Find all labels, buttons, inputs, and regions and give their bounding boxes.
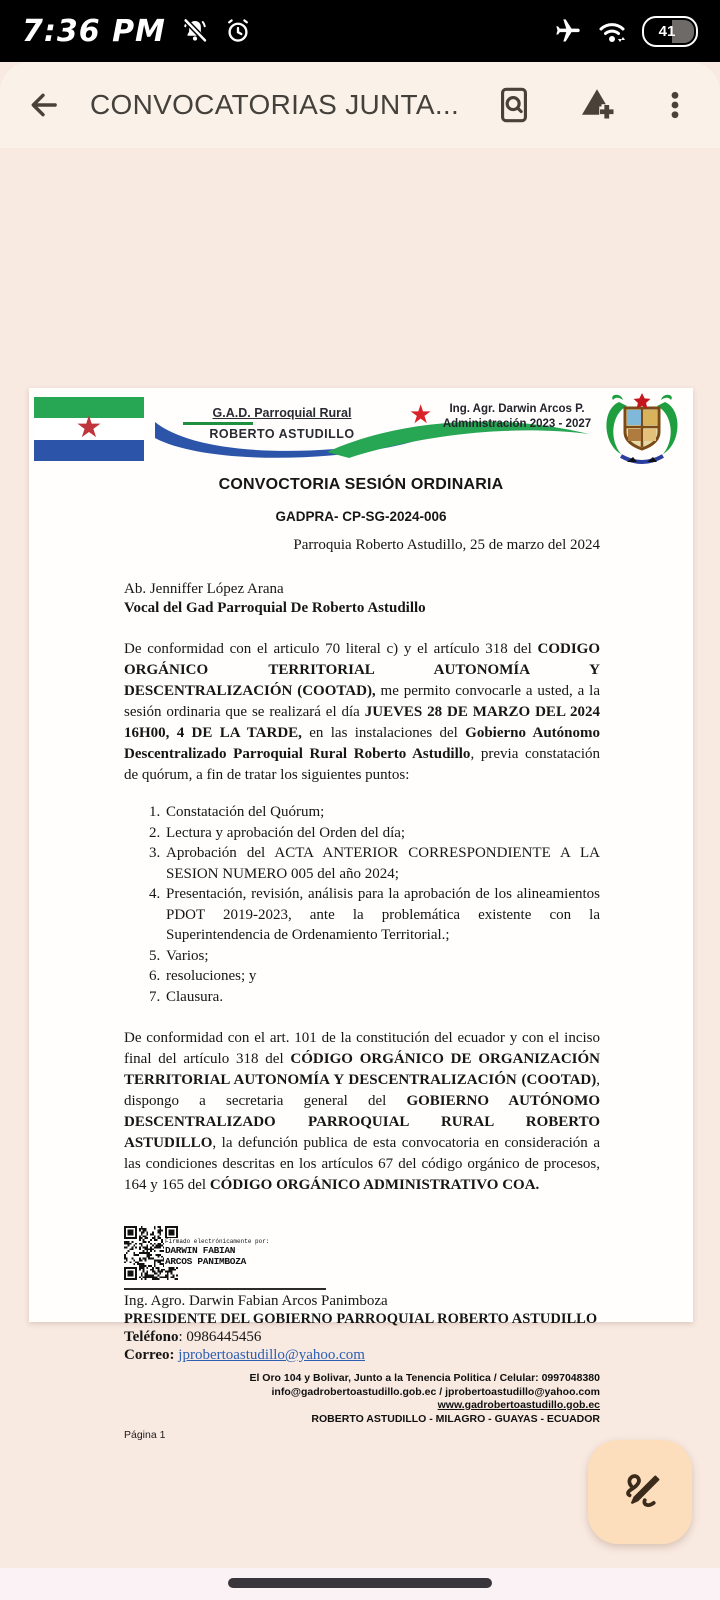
footer-website: www.gadrobertoastudillo.gob.ec (437, 1399, 600, 1411)
parish-flag (34, 397, 144, 461)
signer-name-line2: ARCOS PANIMBOZA (165, 1256, 247, 1267)
letterhead-star-icon: ★ (409, 400, 433, 430)
more-options-button[interactable] (660, 88, 690, 122)
letter-title: CONVOCTORIA SESIÓN ORDINARIA (218, 476, 504, 493)
letter-footer (29, 1372, 693, 1426)
agenda-item: 4. Presentación, revisión, análisis para la aprobación de los alineamientos PDOT 2019-2023, ante la problemática existente con la Superintendencia de Ordenamiento Territorial.; (164, 884, 600, 946)
coat-of-arms (599, 392, 685, 468)
electronic-signature-stamp (164, 1238, 270, 1267)
phone-row (124, 1329, 600, 1346)
agenda-item: 7. Clausura. (164, 987, 600, 1008)
home-indicator[interactable] (228, 1578, 492, 1588)
letter-date-line: Parroquia Roberto Astudillo, 25 de marzo del 2024 (293, 537, 600, 553)
body-paragraph-2: De conformidad con el art. 101 de la constitución del ecuador y con el inciso final del artículo 318 del CÓDIGO ORGÁNICO DE ORGANIZACIÓN TERRITORIAL AUTONOMÍA Y DESCENTRALIZACIÓN (COOTAD), dispongo a secretaria general del GOBIERNO AUTÓNOMO DESCENTRALIZADO PARROQUIAL RURAL ROBERTO ASTUDILLO, la defunción publica de esta convocatoria en consideración a las condiciones descritas en los artículos 67 del código orgánico de procesos, 164 y 165 del CÓDIGO ORGÁNICO ADMINISTRATIVO COA. (124, 1030, 600, 1193)
recipient-name: Ab. Jenniffer López Arana (124, 581, 284, 597)
document-title: CONVOCATORIAS JUNTA... (90, 89, 460, 120)
alarm-icon (224, 17, 252, 45)
org-subtitle-mark (183, 422, 253, 425)
agenda-item: 3. Aprobación del ACTA ANTERIOR CORRESPONDIENTE A LA SESION NUMERO 005 del año 2024; (164, 843, 600, 884)
agenda-list (124, 802, 600, 1007)
stylus-note-icon (614, 1466, 666, 1518)
phone-number: : 0986445456 (178, 1329, 262, 1345)
app-bar (0, 62, 720, 148)
more-options-icon (660, 88, 690, 122)
signature-block (124, 1226, 600, 1364)
email-row (124, 1347, 600, 1364)
battery-percentage: 41 (658, 22, 676, 40)
document-viewer[interactable] (0, 148, 720, 1568)
add-to-drive-button[interactable] (576, 84, 618, 126)
signature-line (124, 1288, 326, 1290)
org-logo-text (177, 406, 387, 441)
phone-label: Teléfono (124, 1329, 179, 1345)
add-to-drive-icon (576, 84, 618, 126)
administration-period: Administración 2023 - 2027 (442, 417, 592, 430)
wifi-icon (596, 16, 628, 46)
signature-caption: Firmado electrónicamente por: (165, 1238, 270, 1245)
signer-name-line1: DARWIN FABIAN (165, 1245, 236, 1256)
agenda-item: 6. resoluciones; y (164, 966, 600, 987)
document-page (29, 388, 693, 1441)
agenda-item: 1. Constatación del Quórum; (164, 802, 600, 823)
battery-icon (642, 16, 698, 47)
org-name-line2: ROBERTO ASTUDILLO (209, 427, 355, 441)
recipient-block (124, 580, 600, 618)
footer-address: El Oro 104 y Bolivar, Junto a la Tenencia Politica / Celular: 0997048380 (249, 1372, 600, 1384)
find-in-document-button[interactable] (494, 85, 534, 125)
email-label: Correo: (124, 1347, 175, 1363)
page-number-label: Página 1 (124, 1429, 166, 1441)
clock-time: 7:36 PM (22, 13, 166, 49)
footer-location: ROBERTO ASTUDILLO - MILAGRO - GUAYAS - ECUADOR (311, 1412, 600, 1425)
flag-star-icon: ★ (75, 409, 103, 445)
email-link[interactable]: jprobertoastudillo@yahoo.com (178, 1347, 365, 1363)
administrator-name: Ing. Agr. Darwin Arcos P. (449, 403, 585, 415)
status-bar (0, 0, 720, 62)
airplane-mode-icon (554, 17, 582, 45)
footer-emails: info@gadrobertoastudillo.gob.ec / jprobertoastudillo@yahoo.com (271, 1385, 600, 1398)
document-letterhead (29, 394, 693, 466)
administration-text (437, 402, 597, 432)
body-paragraph-1: De conformidad con el articulo 70 literal c) y el artículo 318 del CODIGO ORGÁNICO TERRITORIAL AUTONOMÍA Y DESCENTRALIZACIÓN (COOTAD), me permito convocarle a usted, a la sesión ordinaria que se realizará el día JUEVES 28 DE MARZO DEL 2024 16H00, 4 DE LA TARDE, en las instalaciones del Gobierno Autónomo Descentralizado Parroquial Rural Roberto Astudillo, previa constatación de quórum, a fin de tratar los siguientes puntos: (124, 641, 601, 783)
back-arrow-icon (26, 88, 60, 122)
recipient-title: Vocal del Gad Parroquial De Roberto Astudillo (124, 600, 426, 616)
letter-reference-number: GADPRA- CP-SG-2024-006 (275, 509, 447, 524)
edit-annotate-fab[interactable] (588, 1440, 692, 1544)
org-name-line1: G.A.D. Parroquial Rural (212, 406, 352, 420)
find-in-document-icon (494, 85, 534, 125)
notifications-muted-icon (180, 16, 210, 46)
signer-full-name: Ing. Agro. Darwin Fabian Arcos Panimboza (124, 1293, 388, 1309)
signer-position: PRESIDENTE DEL GOBIERNO PARROQUIAL ROBERTO ASTUDILLO (124, 1311, 598, 1327)
agenda-item: 2. Lectura y aprobación del Orden del día; (164, 823, 600, 844)
back-button[interactable] (26, 88, 60, 122)
agenda-item: 5. Varios; (164, 946, 600, 967)
